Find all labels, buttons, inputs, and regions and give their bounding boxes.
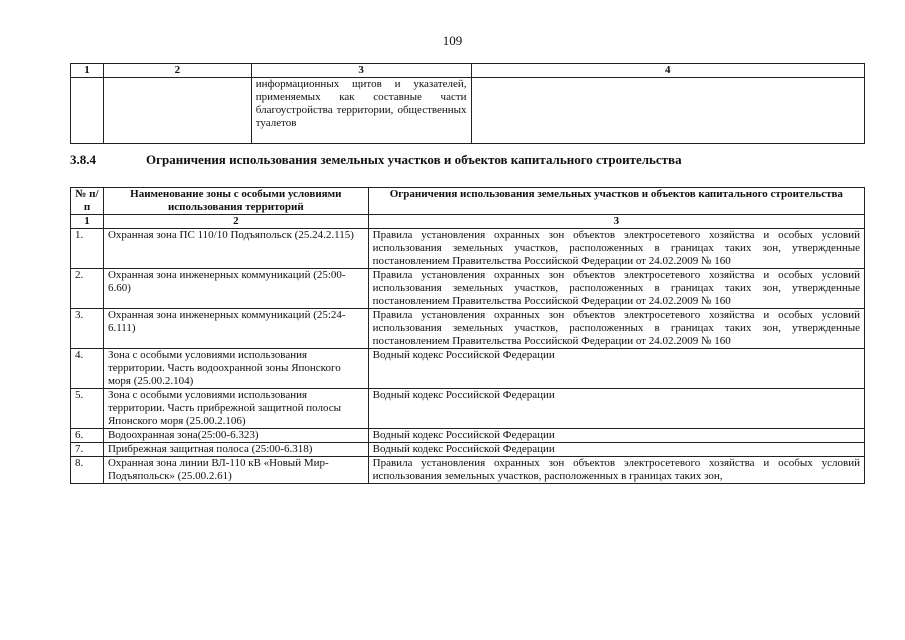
page-number: 109	[442, 33, 463, 48]
row-number: 5.	[71, 389, 104, 429]
table-row	[71, 78, 865, 144]
section-heading	[70, 152, 682, 168]
column-numbers-row	[71, 215, 865, 229]
col-header-2: 2	[103, 64, 251, 78]
table-row	[71, 269, 865, 309]
col-header-1: 1	[71, 64, 104, 78]
row-number: 8.	[71, 457, 104, 484]
continuation-header-row	[71, 64, 865, 78]
cell-3: информационных щитов и указателей, применяемых как составные части благоустройства территории, общественных туалетов	[251, 78, 471, 144]
restriction-text: Правила установления охранных зон объектов электросетевого хозяйства и особых условий использования земельных участков, расположенных в границах таких зон, утвержденные постановлением Правительства Российской Федерации от 24.02.2009 № 160	[368, 229, 864, 269]
zone-name: Прибрежная защитная полоса (25:00-6.318)	[103, 443, 368, 457]
column-number-2: 2	[103, 215, 368, 229]
restrictions-table	[70, 187, 865, 484]
row-number: 4.	[71, 349, 104, 389]
zone-name: Охранная зона инженерных коммуникаций (25:00-6.60)	[103, 269, 368, 309]
header-restrictions: Ограничения использования земельных участков и объектов капитального строительства	[368, 188, 864, 215]
row-number: 2.	[71, 269, 104, 309]
zone-name: Охранная зона ПС 110/10 Подъяпольск (25.24.2.115)	[103, 229, 368, 269]
continuation-table	[70, 63, 865, 144]
zone-name: Охранная зона линии ВЛ-110 кВ «Новый Мир-Подъяпольск» (25.00.2.61)	[103, 457, 368, 484]
zone-name: Охранная зона инженерных коммуникаций (25:24-6.111)	[103, 309, 368, 349]
cell-2	[103, 78, 251, 144]
restriction-text: Правила установления охранных зон объектов электросетевого хозяйства и особых условий использования земельных участков, расположенных в границах таких зон,	[368, 457, 864, 484]
col-header-3: 3	[251, 64, 471, 78]
row-number: 1.	[71, 229, 104, 269]
zone-name: Водоохранная зона(25:00-6.323)	[103, 429, 368, 443]
restriction-text: Правила установления охранных зон объектов электросетевого хозяйства и особых условий использования земельных участков, расположенных в границах таких зон, утвержденные постановлением Правительства Российской Федерации от 24.02.2009 № 160	[368, 269, 864, 309]
table-row	[71, 309, 865, 349]
zone-name: Зона с особыми условиями использования территории. Часть водоохранной зоны Японского моря (25.00.2.104)	[103, 349, 368, 389]
table-row	[71, 429, 865, 443]
col-header-4: 4	[471, 64, 864, 78]
restriction-text: Водный кодекс Российской Федерации	[368, 429, 864, 443]
table-row	[71, 457, 865, 484]
restriction-text: Правила установления охранных зон объектов электросетевого хозяйства и особых условий использования земельных участков, расположенных в границах таких зон, утвержденные постановлением Правительства Российской Федерации от 24.02.2009 № 160	[368, 309, 864, 349]
table-header-row	[71, 188, 865, 215]
column-number-1: 1	[71, 215, 104, 229]
header-zone: Наименование зоны с особыми условиями использования территорий	[103, 188, 368, 215]
section-number: 3.8.4	[70, 152, 96, 167]
row-number: 7.	[71, 443, 104, 457]
restriction-text: Водный кодекс Российской Федерации	[368, 349, 864, 389]
zone-name: Зона с особыми условиями использования территории. Часть прибрежной защитной полосы Японского моря (25.00.2.106)	[103, 389, 368, 429]
table-row	[71, 389, 865, 429]
table-row	[71, 443, 865, 457]
cell-4	[471, 78, 864, 144]
table-row	[71, 349, 865, 389]
section-title: Ограничения использования земельных участков и объектов капитального строительства	[146, 152, 682, 167]
cell-1	[71, 78, 104, 144]
column-number-3: 3	[368, 215, 864, 229]
restriction-text: Водный кодекс Российской Федерации	[368, 443, 864, 457]
header-num: № п/п	[71, 188, 104, 215]
restriction-text: Водный кодекс Российской Федерации	[368, 389, 864, 429]
table-row	[71, 229, 865, 269]
row-number: 3.	[71, 309, 104, 349]
row-number: 6.	[71, 429, 104, 443]
